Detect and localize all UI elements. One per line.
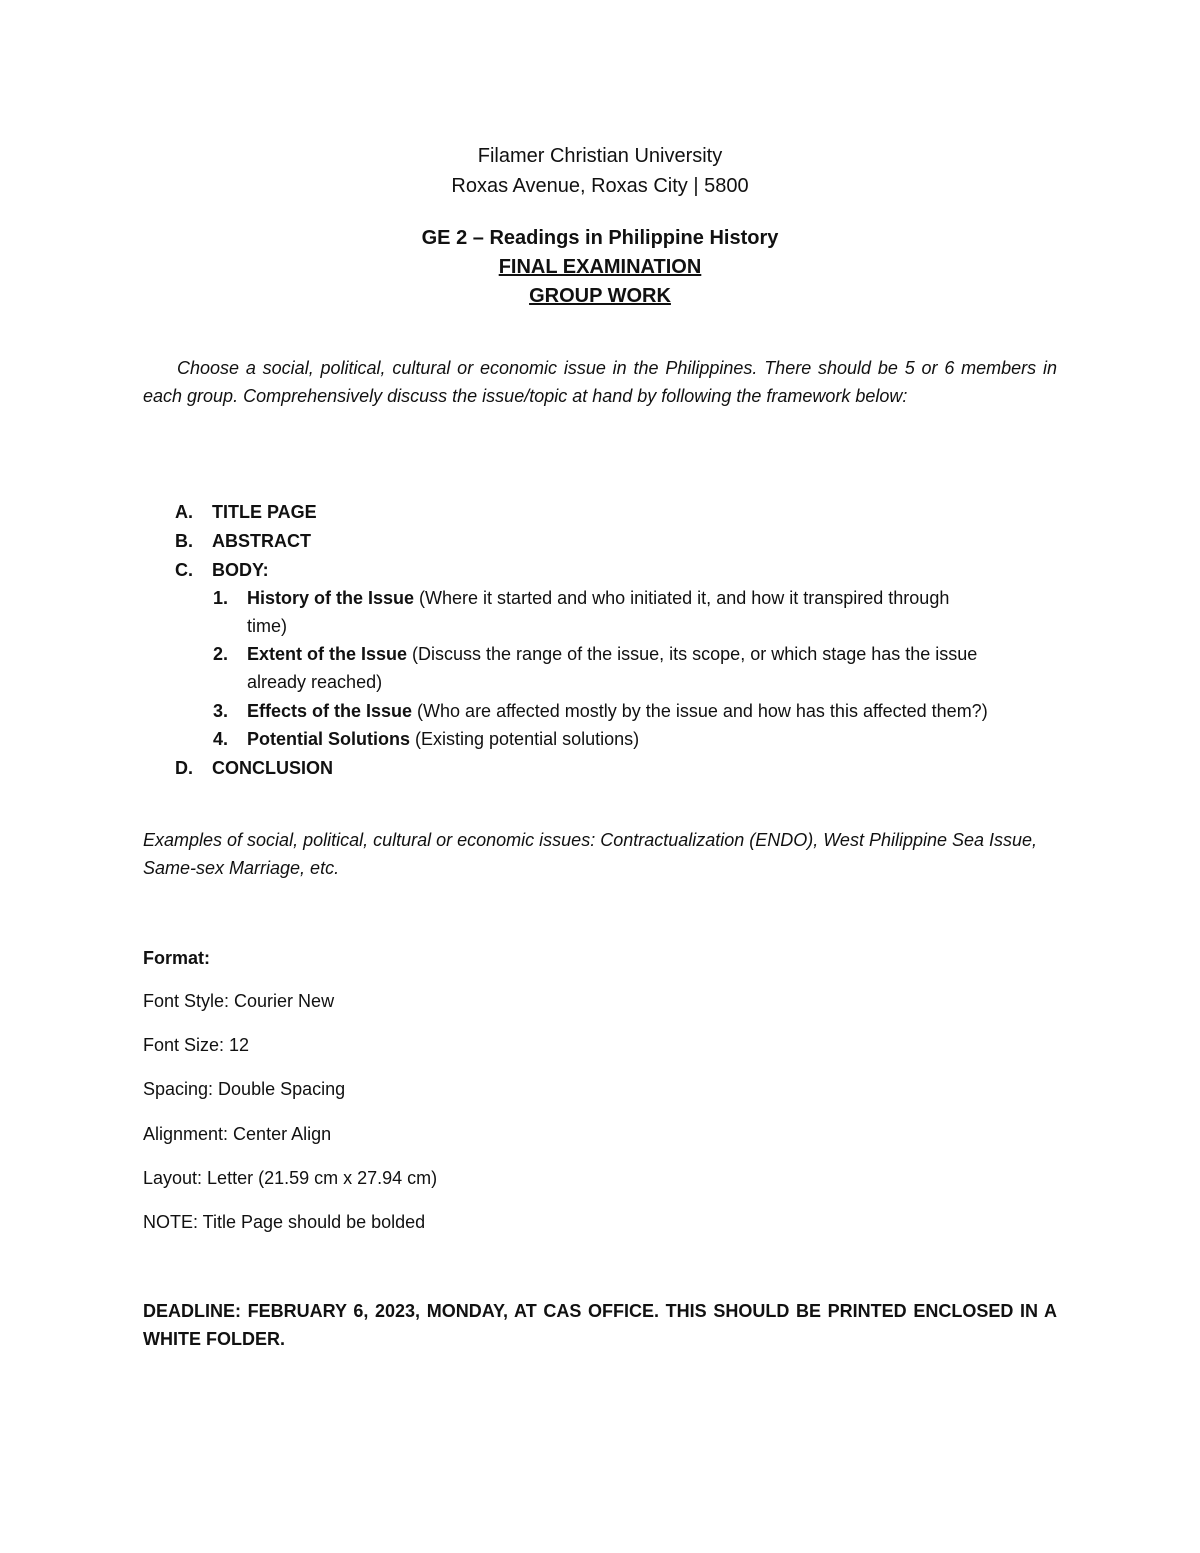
outline-letter-d: D. xyxy=(175,758,193,778)
body-item-desc-cont: already reached) xyxy=(247,672,383,692)
outline-title-page: TITLE PAGE xyxy=(212,502,317,522)
outline-body: BODY: xyxy=(212,560,269,580)
body-item-extent xyxy=(247,640,1057,668)
group-work-wrap xyxy=(0,282,1200,310)
format-spacing: Spacing: Double Spacing xyxy=(143,1079,346,1099)
body-item-title: Potential Solutions xyxy=(247,729,411,749)
exam-title-wrap xyxy=(0,253,1200,281)
format-layout: Layout: Letter (21.59 cm x 27.94 cm) xyxy=(143,1168,438,1188)
body-item-title: History of the Issue xyxy=(247,588,415,608)
outline-abstract: ABSTRACT xyxy=(212,531,311,551)
deadline-notice: DEADLINE: FEBRUARY 6, 2023, MONDAY, AT CAS OFFICE. THIS SHOULD BE PRINTED ENCLOSED IN A WHITE FOLDER. xyxy=(143,1301,1057,1349)
format-heading: Format: xyxy=(143,948,210,968)
body-item-title: Effects of the Issue xyxy=(247,701,413,721)
body-item-desc: (Existing potential solutions) xyxy=(410,729,640,749)
group-work-title: GROUP WORK xyxy=(529,285,671,307)
body-item-desc: (Who are affected mostly by the issue and how has this affected them?) xyxy=(412,701,988,721)
format-alignment: Alignment: Center Align xyxy=(143,1124,332,1144)
body-item-number: 2. xyxy=(213,644,229,664)
format-font-size: Font Size: 12 xyxy=(143,1035,250,1055)
body-item-number: 4. xyxy=(213,729,229,749)
body-item-history xyxy=(247,584,1057,612)
format-note: NOTE: Title Page should be bolded xyxy=(143,1212,426,1232)
university-address: Roxas Avenue, Roxas City | 5800 xyxy=(451,175,749,197)
body-item-effects xyxy=(247,697,1057,725)
body-item-number: 1. xyxy=(213,588,229,608)
examples-paragraph: Examples of social, political, cultural or economic issues: Contractualization (ENDO), West Philippine Sea Issue, Same-sex Marriage, etc. xyxy=(143,830,1038,878)
course-title: GE 2 – Readings in Philippine History xyxy=(421,227,779,249)
body-item-number: 3. xyxy=(213,701,229,721)
intro-paragraph: Choose a social, political, cultural or economic issue in the Philippines. There should be 5 or 6 members in each group. Comprehensively discuss the issue/topic at hand by following the framework below: xyxy=(143,358,1057,406)
university-name: Filamer Christian University xyxy=(477,145,723,167)
body-item-title: Extent of the Issue xyxy=(247,644,408,664)
outline-conclusion: CONCLUSION xyxy=(212,758,333,778)
outline-letter-b: B. xyxy=(175,531,193,551)
body-item-desc-cont: time) xyxy=(247,616,287,636)
exam-title: FINAL EXAMINATION xyxy=(498,256,702,278)
format-font-style: Font Style: Courier New xyxy=(143,991,335,1011)
outline-letter-a: A. xyxy=(175,502,193,522)
body-item-solutions xyxy=(247,725,1057,753)
body-item-desc: (Where it started and who initiated it, and how it transpired through xyxy=(414,588,950,608)
body-item-desc: (Discuss the range of the issue, its scope, or which stage has the issue xyxy=(407,644,978,664)
outline-letter-c: C. xyxy=(175,560,193,580)
